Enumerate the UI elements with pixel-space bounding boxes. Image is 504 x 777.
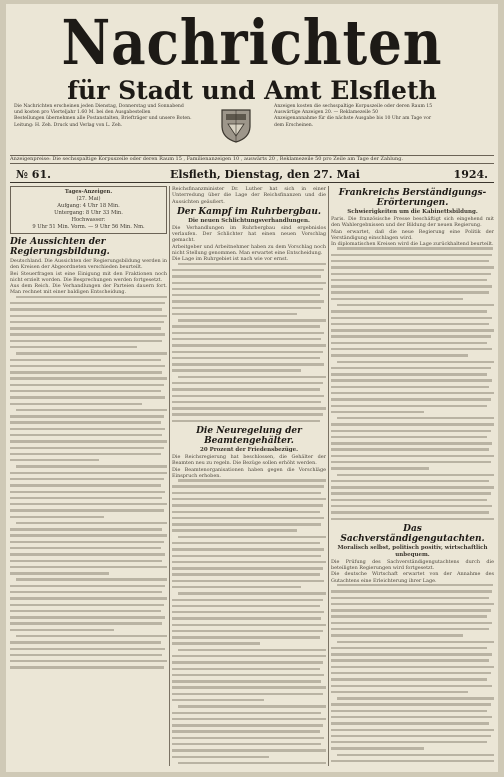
text-line (172, 749, 326, 751)
text-line (172, 668, 320, 670)
article-paragraph: Paris. Die französische Presse beschäftigt sich eingehend mit den Wahlergebnissen und der Bildung der neuen Regierung. (331, 216, 494, 229)
text-line (172, 686, 326, 688)
text-line (178, 536, 326, 538)
masthead-subtitle: für Stadt und Amt Elsfleth (67, 76, 437, 105)
text-line (331, 448, 489, 450)
body-text-filler (172, 479, 326, 766)
text-line (10, 346, 137, 348)
text-line (337, 361, 494, 363)
text-line (331, 354, 468, 356)
column-2 (172, 186, 326, 766)
text-line (172, 313, 297, 315)
text-line (10, 371, 162, 373)
article-paragraph: Arbeitgeber und Arbeitnehmer haben zu dem Vorschlag noch nicht Stellung genommen. Man erwartet eine Entscheidung. (172, 243, 326, 257)
column-3 (331, 186, 494, 766)
body-text-filler (10, 296, 167, 669)
text-line (10, 327, 161, 329)
text-line (331, 323, 489, 325)
article-headline: Die Aussichten der Regierungsbildung. (10, 237, 110, 257)
text-line (10, 622, 162, 624)
text-line (331, 628, 489, 630)
text-line (172, 332, 324, 334)
text-line (10, 534, 167, 536)
text-line (10, 302, 165, 304)
text-line (172, 555, 321, 557)
text-line (172, 517, 324, 519)
article-paragraph: Die deutsche Wirtschaft erwartet von der Annahme des Gutachtens eine Erleichterung ihrer Lage. (331, 571, 494, 584)
text-line (172, 344, 326, 346)
article-paragraph: Die Reichsregierung hat beschlossen, die Gehälter der Beamten neu zu regeln. Die Bezüge sollen erhöht werden. (172, 453, 326, 467)
text-line (331, 747, 424, 749)
article-paragraph: Die Verhandlungen im Ruhrbergbau sind ergebnislos verlaufen. Der Schlichter hat einen neuen Vorschlag gemacht. (172, 224, 326, 244)
text-line (331, 254, 492, 256)
article-paragraph: Man erwartet, daß die neue Regierung eine Politik der Verständigung einschlagen wird. (331, 228, 494, 241)
text-line (172, 712, 321, 714)
body-text-filler (172, 263, 326, 422)
article-headline: Die Neuregelung der Beamtengehälter. (196, 425, 302, 446)
article-paragraph: Deutschland. Die Aussichten der Regierungsbildung werden in den Kreisen der Abgeordneten verschieden beurteilt. (10, 258, 167, 271)
text-line (16, 635, 167, 637)
text-line (178, 319, 326, 321)
advertising-rates-line: Anzeigenpreise: Die sechsspaltige Korpuszeile oder deren Raum 15 , Familienanzeigen 10 , auswärts 20 , Reklamezeile 50 pro Zeile am Tage der Zahlung. (10, 155, 494, 164)
text-line (331, 492, 491, 494)
text-line (331, 398, 491, 400)
column-rule (169, 186, 170, 766)
text-line (10, 421, 161, 423)
text-line (10, 321, 164, 323)
text-line (172, 630, 323, 632)
text-line (10, 440, 167, 442)
article-subheadline: Moralisch selbst, politisch positiv, wirtschaftlich unbequem. (337, 544, 488, 558)
text-line (331, 317, 492, 319)
text-line (172, 573, 320, 575)
text-line (172, 300, 324, 302)
text-line (172, 580, 324, 582)
text-line (172, 288, 323, 290)
text-line (331, 622, 492, 624)
text-line (172, 498, 326, 500)
text-line (10, 629, 114, 631)
text-line (331, 386, 489, 388)
text-line (331, 480, 489, 482)
text-line (10, 654, 162, 656)
text-line (172, 661, 323, 663)
text-line (172, 611, 324, 613)
text-line (16, 465, 167, 467)
article-paragraph: Die Prüfung des Sachverständigengutachtens durch die beteiligten Regierungen wird fortgesetzt. (331, 558, 494, 572)
text-line (331, 672, 491, 674)
text-line (331, 735, 491, 737)
text-line (10, 560, 162, 562)
text-line (10, 359, 161, 361)
text-line (172, 542, 320, 544)
text-line (172, 756, 269, 758)
text-line (10, 660, 167, 662)
text-line (331, 266, 494, 268)
text-line (172, 351, 323, 353)
text-line (10, 497, 162, 499)
text-line (10, 333, 165, 335)
text-line (172, 369, 301, 371)
text-line (10, 315, 167, 317)
article-subheadline: Die neuen Schlichtungsverhandlungen. (188, 217, 310, 224)
text-line (10, 566, 167, 568)
text-line (10, 472, 167, 474)
text-line (331, 379, 492, 381)
text-line (10, 648, 165, 650)
article-headline: Der Kampf im Ruhrbergbau. (176, 206, 322, 217)
text-line (172, 504, 323, 506)
text-line (331, 511, 489, 513)
text-line (172, 586, 301, 588)
text-line (331, 722, 489, 724)
text-line (337, 641, 494, 643)
text-line (172, 699, 264, 701)
text-line (331, 273, 491, 275)
text-line (10, 509, 164, 511)
text-line (172, 655, 326, 657)
text-line (172, 511, 320, 513)
text-line (10, 459, 99, 461)
text-line (172, 674, 324, 676)
text-line (10, 547, 161, 549)
column-1 (10, 186, 167, 766)
text-line (331, 666, 494, 668)
text-line (331, 405, 487, 407)
publication-info-right: Anzeigen kosten die sechsspaltige Korpuszeile oder deren Raum 15 Auswärtige Anzeigen 20. — Reklamezeile 50 Anzeigenannahme für die nächste Ausgabe bis 10 Uhr am Tage vor dem Erscheinen. (274, 104, 433, 128)
article-headline: Frankreichs Berständigungs-Erörterungen. (338, 188, 487, 208)
text-line (331, 710, 487, 712)
dateline (10, 167, 494, 183)
text-line (331, 486, 494, 488)
text-line (337, 697, 494, 699)
text-line (10, 384, 164, 386)
text-line (10, 396, 165, 398)
article-paragraph: Aus dem Reich. Die Verhandlungen der Parteien dauern fort. Man rechnet mit einer baldigen Entscheidung. (10, 283, 167, 296)
text-line (172, 413, 323, 415)
text-line (10, 377, 167, 379)
text-line (331, 373, 487, 375)
text-line (172, 294, 320, 296)
text-line (10, 365, 165, 367)
text-line (331, 285, 492, 287)
text-line (172, 269, 324, 271)
text-line (16, 522, 167, 524)
text-line (172, 485, 324, 487)
text-line (337, 754, 494, 756)
text-line (172, 275, 321, 277)
text-line (331, 455, 494, 457)
issue-number: № 61. (16, 168, 51, 181)
text-line (331, 310, 487, 312)
text-line (178, 592, 326, 594)
text-line (10, 390, 161, 392)
text-line (331, 505, 492, 507)
text-line (331, 741, 487, 743)
text-line (172, 642, 260, 644)
text-line (337, 474, 494, 476)
text-line (331, 590, 492, 592)
text-line (10, 616, 165, 618)
text-line (331, 678, 487, 680)
text-line (331, 760, 494, 762)
text-line (10, 585, 165, 587)
text-line (172, 395, 324, 397)
publication-info-left: Die Nachrichten erscheinen jeden Dienstag, Donnerstag und Sonnabend und kosten pro Vierteljahr 1.60 M. bei den Ausgabestellen Bestellungen übernehmen alle Postanstalten, Briefträger und unsere Boten. Leitung: H. Zeh. Druck und Verlag von L. Zeh. (14, 104, 192, 128)
text-line (10, 604, 164, 606)
text-line (10, 340, 162, 342)
coat-of-arms-icon (218, 106, 254, 144)
text-line (172, 680, 321, 682)
text-line (331, 499, 487, 501)
text-line (331, 634, 463, 636)
article-subheadline: 20 Prozent der Friedensbezüge. (200, 446, 298, 453)
text-line (178, 479, 326, 481)
article-headline: Das Sachverständigengutachten. (340, 523, 485, 544)
text-line (10, 447, 164, 449)
newspaper-page (6, 4, 498, 772)
text-line (337, 304, 494, 306)
text-line (16, 296, 167, 298)
text-line (172, 363, 324, 365)
text-line (331, 716, 492, 718)
text-line (331, 392, 494, 394)
text-line (10, 553, 165, 555)
text-line (172, 529, 297, 531)
text-line (16, 352, 167, 354)
text-line (172, 718, 326, 720)
text-line (331, 597, 489, 599)
text-line (10, 478, 164, 480)
text-line (10, 610, 161, 612)
text-line (172, 624, 326, 626)
text-line (331, 348, 492, 350)
text-line (172, 743, 321, 745)
text-line (331, 461, 491, 463)
text-line (331, 423, 494, 425)
text-line (10, 503, 167, 505)
text-line (10, 591, 162, 593)
text-line (331, 609, 491, 611)
text-line (331, 260, 489, 262)
text-line (10, 428, 165, 430)
text-line (10, 641, 161, 643)
text-line (10, 434, 162, 436)
text-line (172, 492, 321, 494)
text-line (331, 442, 492, 444)
article-subheadline: Schwierigkeiten um die Kabinettsbildung. (347, 209, 478, 215)
text-line (16, 578, 167, 580)
text-line (172, 407, 326, 409)
text-line (178, 762, 326, 764)
text-line (172, 388, 320, 390)
text-line (172, 325, 320, 327)
article-paragraph: In diplomatischen Kreisen wird die Lage zurückhaltend beurteilt. (331, 241, 494, 248)
text-line (331, 691, 468, 693)
text-line (10, 516, 104, 518)
text-line (331, 342, 487, 344)
text-line (172, 693, 323, 695)
text-line (172, 605, 320, 607)
text-line (172, 730, 320, 732)
article-paragraph: Die Beamtenorganisationen haben gegen die Vorschläge Einspruch erhoben. (172, 466, 326, 479)
text-line (331, 659, 489, 661)
text-line (178, 705, 326, 707)
text-line (331, 335, 491, 337)
text-line (331, 279, 487, 281)
text-line (337, 584, 493, 586)
text-line (337, 417, 494, 419)
text-line (331, 430, 491, 432)
text-line (172, 523, 321, 525)
body-text-filler (331, 247, 494, 519)
text-line (172, 548, 324, 550)
text-line (172, 617, 321, 619)
text-line (10, 666, 164, 668)
text-line (10, 528, 162, 530)
text-line (331, 367, 491, 369)
place-date: Elsfleth, Dienstag, den 27. Mai (170, 168, 360, 181)
text-line (331, 329, 494, 331)
article-paragraph: Reichsfinanzminister Dr. Luther hat sich in einer Unterredung über die Lage der Reichsfinanzen und die Aussichten geäußert. (172, 186, 326, 205)
text-line (172, 567, 323, 569)
text-line (172, 561, 326, 563)
text-line (172, 636, 320, 638)
text-line (16, 409, 167, 411)
text-line (10, 572, 109, 574)
column-rule (328, 186, 329, 766)
text-line (10, 453, 161, 455)
text-line (10, 541, 164, 543)
text-line (331, 298, 463, 300)
text-line (172, 599, 323, 601)
text-line (172, 401, 321, 403)
text-line (10, 403, 142, 405)
text-line (331, 291, 489, 293)
text-line (172, 420, 320, 422)
text-line (337, 247, 493, 249)
text-line (178, 376, 326, 378)
text-line (172, 382, 323, 384)
text-line (331, 685, 492, 687)
text-line (10, 597, 167, 599)
text-line (10, 484, 161, 486)
text-line (178, 649, 326, 651)
text-line (172, 338, 321, 340)
text-line (172, 724, 323, 726)
article-paragraph: Bei Steuerfragen ist eine Einigung mit den Fraktionen noch nicht erzielt worden. Die Besprechungen werden fortgesetzt. (10, 270, 167, 283)
text-line (331, 467, 429, 469)
text-line (331, 615, 487, 617)
body-text-filler (331, 584, 494, 766)
text-line (10, 308, 162, 310)
text-line (172, 357, 320, 359)
text-line (10, 491, 165, 493)
article-paragraph: Die Lage im Ruhrgebiet ist nach wie vor ernst. (172, 256, 289, 263)
text-line (331, 653, 492, 655)
masthead-title: Nachrichten (61, 6, 443, 79)
text-line (331, 647, 487, 649)
text-line (331, 411, 424, 413)
text-line (172, 307, 321, 309)
text-line (331, 603, 494, 605)
text-line (331, 729, 494, 731)
text-line (178, 263, 326, 265)
text-line (331, 518, 494, 520)
text-line (172, 737, 324, 739)
daily-info-box: Tages-Anzeigen. (27. Mai) Aufgang: 4 Uhr 18 Min. Untergang: 8 Uhr 33 Min. Hochwasser: 9 Uhr 51 Min. Vorm. — 9 Uhr 56 Min. Nm. (10, 186, 167, 234)
text-line (172, 282, 326, 284)
text-line (331, 703, 491, 705)
text-line (10, 415, 164, 417)
issue-year: 1924. (453, 168, 488, 181)
text-line (331, 436, 487, 438)
